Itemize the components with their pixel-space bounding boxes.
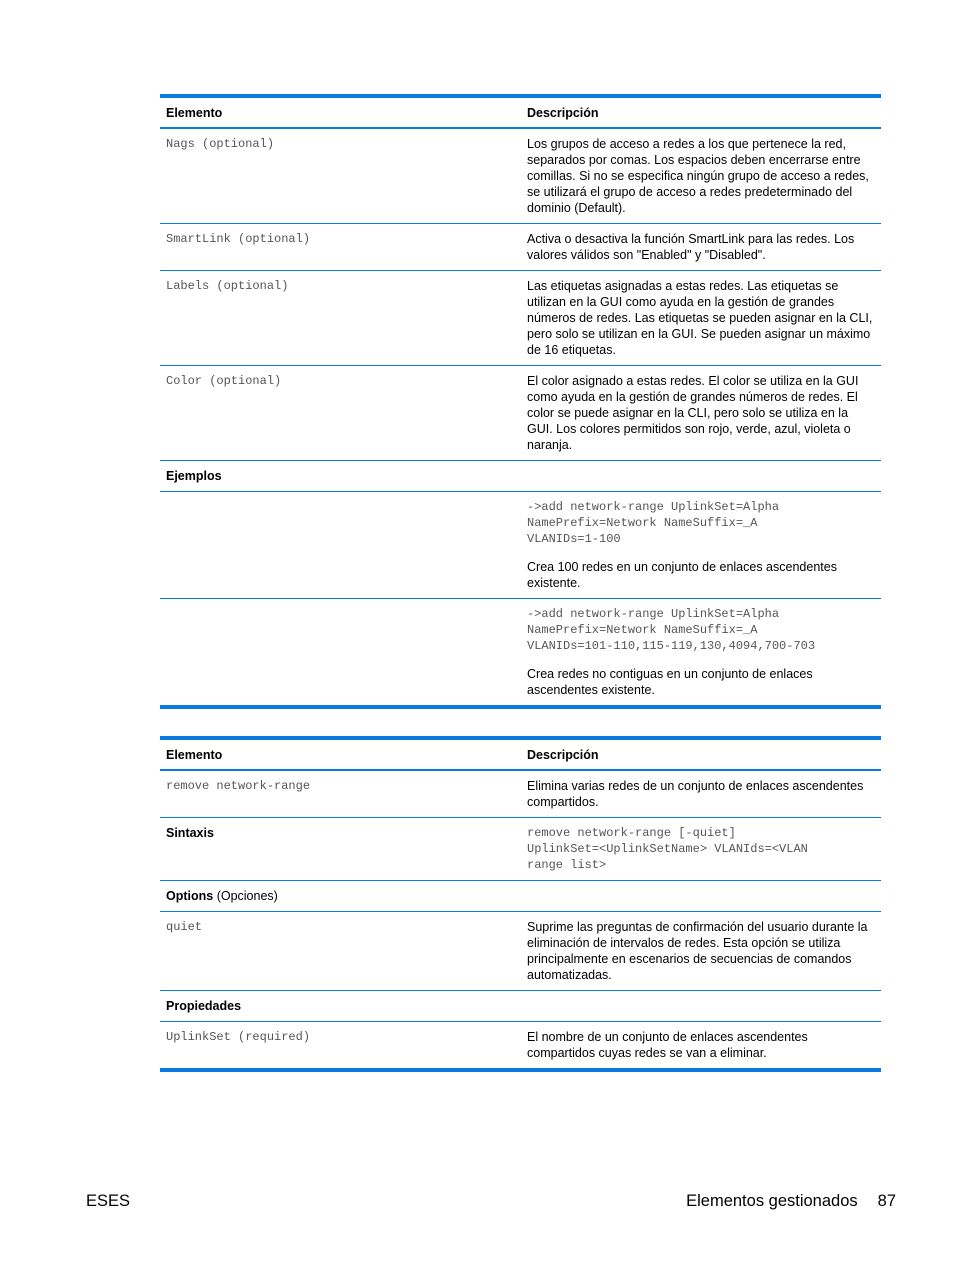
footer-locale: ESES: [86, 1192, 131, 1210]
table-header-row: [160, 738, 881, 770]
element-name: Labels (optional): [160, 271, 521, 366]
page-number: 87: [877, 1192, 896, 1210]
options-heading: [160, 881, 521, 912]
example-row: [160, 492, 881, 599]
table-row: [160, 128, 881, 224]
syntax-code: remove network-range [-quiet] UplinkSet=<UplinkSetName> VLANIds=<VLAN range list>: [521, 818, 881, 881]
header-elemento: Elemento: [160, 96, 521, 128]
property-description: El nombre de un conjunto de enlaces ascendentes compartidos cuyas redes se van a eliminar.: [521, 1022, 881, 1071]
table-row: [160, 912, 881, 991]
options-label-suffix: (Opciones): [213, 889, 278, 903]
command-name: remove network-range: [160, 770, 521, 818]
example-description: Crea redes no contiguas en un conjunto de enlaces ascendentes existente.: [527, 667, 813, 697]
syntax-label: Sintaxis: [160, 818, 521, 881]
table-row: [160, 1022, 881, 1071]
footer-section: [686, 1190, 896, 1212]
properties-label: Propiedades: [160, 991, 521, 1022]
property-name: UplinkSet (required): [160, 1022, 521, 1071]
option-name: quiet: [160, 912, 521, 991]
properties-table-add-network-range: [160, 94, 881, 709]
syntax-row: [160, 818, 881, 881]
element-name: SmartLink (optional): [160, 224, 521, 271]
element-description: El color asignado a estas redes. El color se utiliza en la GUI como ayuda en la gestión de grandes números de redes. El color se puede asignar en la CLI, pero solo se utiliza en la GUI. Los colores permitidos son rojo, verde, azul, violeta o naranja.: [521, 366, 881, 461]
table-row: [160, 770, 881, 818]
example-description: Crea 100 redes en un conjunto de enlaces ascendentes existente.: [527, 560, 837, 590]
footer-section-title: Elementos gestionados: [686, 1192, 858, 1210]
example-cell: [521, 599, 881, 708]
element-description: Activa o desactiva la función SmartLink para las redes. Los valores válidos son "Enabled" y "Disabled".: [521, 224, 881, 271]
header-descripcion: Descripción: [521, 96, 881, 128]
table-header-row: [160, 96, 881, 128]
header-descripcion: Descripción: [521, 738, 881, 770]
examples-heading-row: [160, 461, 881, 492]
command-table-remove-network-range: [160, 736, 881, 1072]
command-description: Elimina varias redes de un conjunto de enlaces ascendentes compartidos.: [521, 770, 881, 818]
element-name: Color (optional): [160, 366, 521, 461]
options-heading-row: [160, 881, 881, 912]
example-code: ->add network-range UplinkSet=Alpha NamePrefix=Network NameSuffix=_A VLANIDs=1-100: [527, 500, 780, 546]
header-elemento: Elemento: [160, 738, 521, 770]
element-name: Nags (optional): [160, 128, 521, 224]
examples-label: Ejemplos: [160, 461, 521, 492]
table-row: [160, 224, 881, 271]
table-row: [160, 366, 881, 461]
example-cell: [521, 492, 881, 599]
properties-heading-row: [160, 991, 881, 1022]
options-label: Options: [166, 889, 214, 903]
element-description: Las etiquetas asignadas a estas redes. Las etiquetas se utilizan en la GUI como ayuda en la gestión de grandes números de redes. Las etiquetas se pueden asignar en la CLI, pero solo se utilizan en la GUI. Se pueden asignar un máximo de 16 etiquetas.: [521, 271, 881, 366]
example-row: [160, 599, 881, 708]
option-description: Suprime las preguntas de confirmación del usuario durante la eliminación de intervalos de redes. Esta opción se utiliza principalmente en escenarios de secuencias de comandos automatizadas.: [521, 912, 881, 991]
table-row: [160, 271, 881, 366]
example-code: ->add network-range UplinkSet=Alpha NamePrefix=Network NameSuffix=_A VLANIDs=101-110,115-119,130,4094,700-703: [527, 607, 816, 653]
element-description: Los grupos de acceso a redes a los que pertenece la red, separados por comas. Los espacios deben encerrarse entre comillas. Si no se especifica ningún grupo de acceso a redes, se utilizará el grupo de acceso a redes predeterminado del dominio (Default).: [521, 128, 881, 224]
